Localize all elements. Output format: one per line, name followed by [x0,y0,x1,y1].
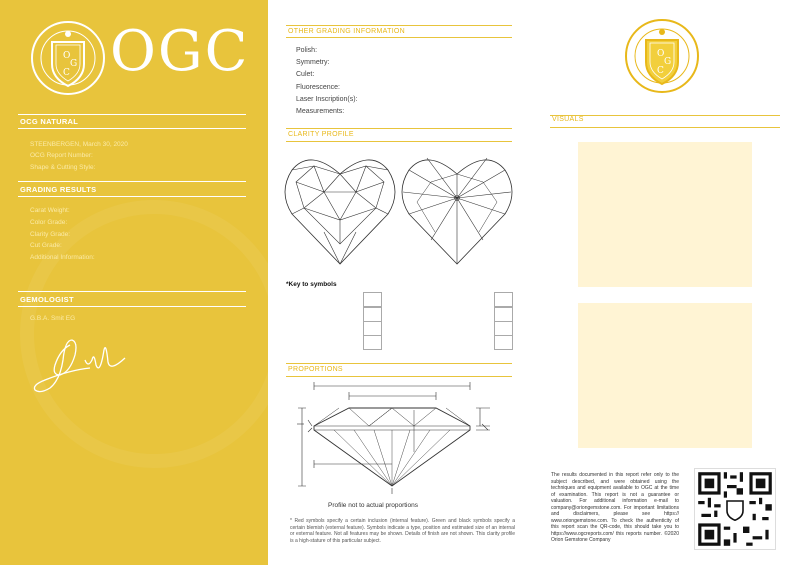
qr-code-icon[interactable] [694,468,776,550]
svg-text:O: O [657,49,665,59]
polish-label: Polish: [296,47,318,54]
svg-text:C: C [657,66,664,76]
section-rule [18,128,246,129]
svg-text:G: G [70,59,78,69]
shape-cut-label: Shape & Cutting Style: [30,164,96,171]
visual-placeholder-bottom [578,303,752,448]
section-title-gemologist: GEMOLOGIST [20,295,74,304]
section-rule [18,291,246,292]
clarity-footnote: * Red symbols specify a certain inclusion (internal feature). Green and black symbols specify a certain blemish (external feature). Symbols indicate a type, position and estimated size of an internal or external feature. Not all features may be shown. Details of finish are not shown. This clarity profile is a high-stature of this particular subject. [290,518,515,544]
cut-grade-label: Cut Grade: [30,242,62,249]
seal-gold-icon [624,18,700,94]
heart-pavilion-diagram [401,152,513,270]
seal-logo-icon [30,20,106,96]
section-rule [550,115,780,116]
section-title-natural: OCG NATURAL [20,117,79,126]
proportions-diagram [294,380,494,498]
symbol-key-box [494,335,513,350]
section-title-visuals: VISUALS [552,116,584,123]
symbol-key-box [494,292,513,307]
profile-note: Profile not to actual proportions [328,502,418,509]
ogc-wordmark: OGC [110,19,250,84]
heart-crown-diagram [284,152,396,270]
symbol-key-box [494,321,513,336]
clarity-grade-label: Clarity Grade: [30,231,71,238]
section-title-clarity: CLARITY PROFILE [288,131,354,138]
culet-label: Culet: [296,71,315,78]
symbol-key-box [494,307,513,322]
measurements-label: Measurements: [296,108,345,115]
right-panel [534,0,799,565]
section-rule [18,306,246,307]
svg-text:G: G [664,57,672,67]
section-rule [18,181,246,182]
svg-text:O: O [63,51,71,61]
section-rule [286,363,512,364]
middle-panel [268,0,534,565]
key-to-symbols-title: *Key to symbols [286,281,337,288]
fluorescence-label: Fluorescence: [296,84,340,91]
section-rule [18,114,246,115]
visual-placeholder-top [578,142,752,287]
symbol-key-box [363,292,382,307]
svg-text:C: C [63,68,70,78]
section-rule [286,128,512,129]
left-panel [0,0,268,565]
section-rule [18,196,246,197]
section-title-other-grading: OTHER GRADING INFORMATION [288,28,406,35]
report-number-label: OCG Report Number: [30,152,93,159]
symbol-key-box [363,335,382,350]
report-date: STEENBERGEN, March 30, 2020 [30,141,128,148]
section-rule [286,141,512,142]
section-rule [550,127,780,128]
color-grade-label: Color Grade: [30,219,68,226]
section-rule [286,37,512,38]
section-title-proportions: PROPORTIONS [288,366,343,373]
signature-icon [30,330,140,400]
symmetry-label: Symmetry: [296,59,330,66]
additional-info-label: Additional Information: [30,254,95,261]
carat-weight-label: Carat Weight: [30,207,70,214]
symbol-key-box [363,307,382,322]
symbol-key-box [363,321,382,336]
section-rule [286,376,512,377]
laser-inscription-label: Laser Inscription(s): [296,96,358,103]
section-title-grading: GRADING RESULTS [20,185,97,194]
gemologist-name: G.B.A. Smit EG [30,315,76,322]
disclaimer-text: The results documented in this report refer only to the subject described, and were obtained using the techniques and equipment available to OGC at the time of examination. This report is not a guarantee or valuation. For additional information e-mail to company@oriongemstone.com. For important limitations and disclaimers, please see https:// www.oriongemstone.com. To check the authenticity of this report scan the QR-code, this should take you to https://www.ogcreports.com/ this reports number. ©2020 Orion Gemstone Company [551,472,679,543]
section-rule [286,25,512,26]
